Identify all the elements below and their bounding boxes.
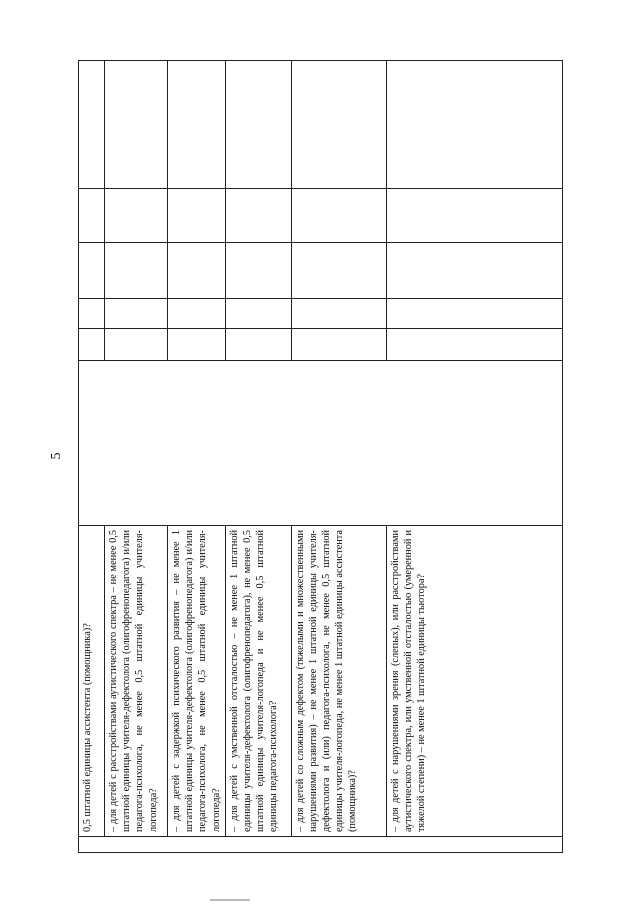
- blank-cell: [386, 329, 562, 361]
- blank-cell: [386, 299, 562, 329]
- blank-cell: [225, 61, 291, 189]
- blank-cell: [291, 299, 386, 329]
- blank-cell: [105, 329, 168, 361]
- criterion-cell: – для детей с задержкой психического развития – не менее 1 штатной единицы учителя-дефектолога (олигофренопедагога) и/или педагога-психолога, не менее 0,5 штатной единицы учителя-логопеда?: [168, 526, 226, 837]
- blank-cell: [105, 189, 168, 243]
- criterion-cell: – для детей с расстройствами аутистического спектра – не менее 0,5 штатной единицы учителя-дефектолога (олигофренопедагога) и/или педагога-психолога, не менее 0,5 штатной единицы учителя-логопеда?: [105, 526, 168, 837]
- criterion-cell: – для детей со сложным дефектом (тяжелыми и множественными нарушениями развития) – не менее 1 штатной единицы учителя-дефектолога и (или) педагога-психолога, не менее 0,5 штатной единицы учителя-логопеда, не менее 1 штатной единицы ассистента (помощника)?: [291, 526, 386, 837]
- blank-cell: [168, 189, 226, 243]
- blank-cell: [225, 189, 291, 243]
- blank-cell: [386, 243, 562, 299]
- blank-cell: [79, 329, 105, 361]
- left-margin-cell: [79, 837, 563, 853]
- blank-cell: [168, 61, 226, 189]
- table-row: [79, 61, 105, 853]
- blank-cell: [168, 243, 226, 299]
- blank-cell: [225, 299, 291, 329]
- scan-artifact: [210, 899, 250, 901]
- criterion-cell: 0,5 штатной единицы ассистента (помощника)?: [79, 526, 105, 837]
- blank-cell: [105, 299, 168, 329]
- blank-cell: [291, 61, 386, 189]
- blank-cell: [291, 189, 386, 243]
- merged-blank-cell: [79, 361, 563, 526]
- blank-cell: [79, 299, 105, 329]
- blank-cell: [291, 329, 386, 361]
- page-number: 5: [49, 452, 64, 460]
- blank-cell: [225, 243, 291, 299]
- checklist-table: [78, 60, 563, 853]
- blank-cell: [291, 243, 386, 299]
- blank-cell: [79, 61, 105, 189]
- criterion-cell: – для детей с нарушениями зрения (слепых), или расстройствами аутистического спектра, или умственной отсталостью (умеренной и тяжелой степени) – не менее 1 штатной единицы тьютора?: [386, 526, 562, 837]
- blank-cell: [79, 189, 105, 243]
- rotated-table-container: [78, 61, 563, 853]
- criterion-cell: – для детей с умственной отсталостью – не менее 1 штатной единицы учителя-дефектолога (олигофренопедагога), не менее 0,5 штатной единицы учителя-логопеда и не менее 0,5 штатной единицы педагога-психолога?: [225, 526, 291, 837]
- blank-cell: [105, 61, 168, 189]
- blank-cell: [225, 329, 291, 361]
- blank-cell: [168, 299, 226, 329]
- blank-cell: [79, 243, 105, 299]
- blank-cell: [386, 189, 562, 243]
- blank-cell: [168, 329, 226, 361]
- blank-cell: [105, 243, 168, 299]
- blank-cell: [386, 61, 562, 189]
